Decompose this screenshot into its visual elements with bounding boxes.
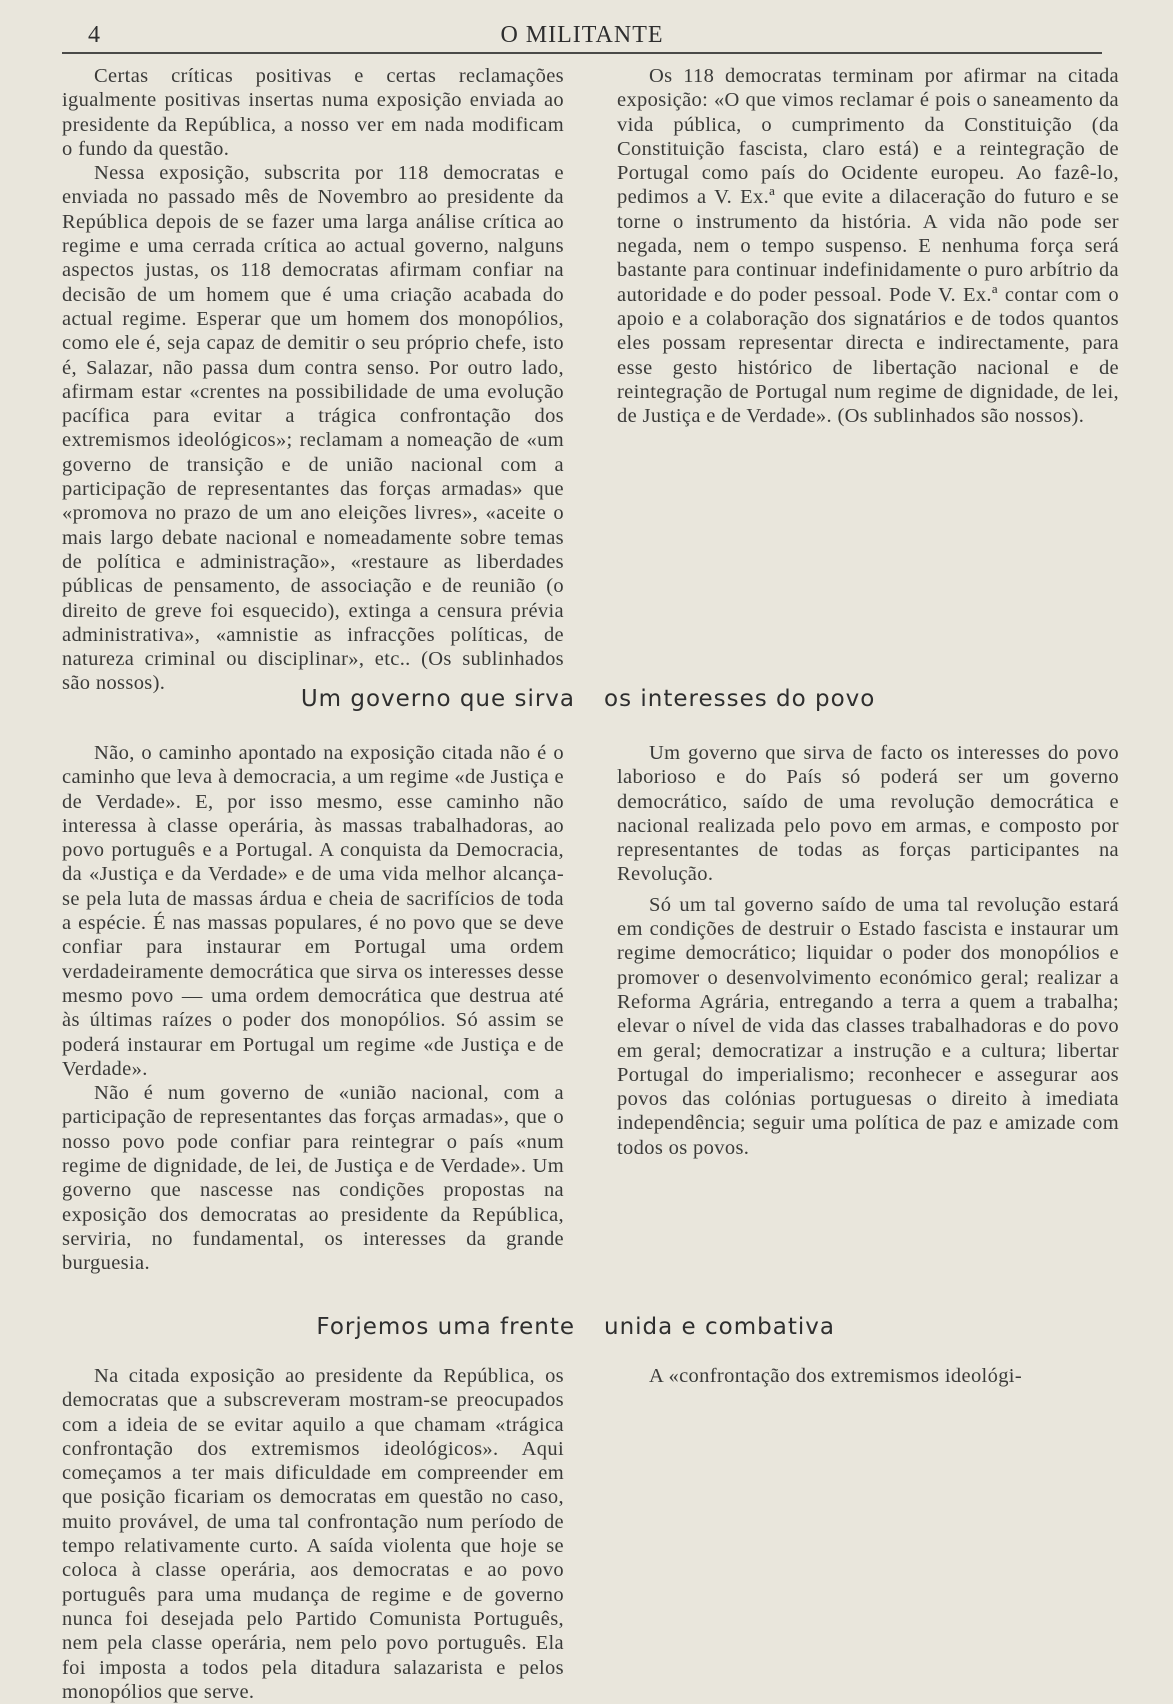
paragraph: Os 118 democratas terminam por afirmar na citada exposição: «O que vimos reclamar é pois o saneamento da vida pública, o cumprimento da Constituição (da Constituição fascista, claro está) e a reintegração de Portugal como país do Ocidente europeu. Ao fazê-lo, pedimos a V. Ex.ª que evite a dilaceração do futuro e se torne o instrumento da história. A vida não pode ser negada, nem o tempo suspenso. E nenhuma força será bastante para continuar indefinidamente o puro arbítrio da autoridade e do poder pessoal. Pode V. Ex.ª contar com o apoio e a colaboração dos signatários e de todos quantos eles possam representar directa e indirectamente, para esse gesto histórico de libertação nacional e de reintegração de Portugal num regime de dignidade, de lei, de Justiça e de Verdade». (Os sublinhados são nossos). — [617, 65, 1119, 428]
section-frente — [62, 1364, 1119, 1704]
section-heading — [0, 1314, 1173, 1348]
column-right — [617, 64, 1119, 696]
column-left — [62, 1364, 564, 1704]
column-left — [62, 741, 564, 1276]
column-right — [617, 741, 1119, 1276]
column-right — [617, 1364, 1119, 1704]
section-heading — [0, 686, 1173, 720]
paragraph: Certas críticas positivas e certas reclamações igualmente positivas insertas numa exposição enviada ao presidente da República, a nosso ver em nada modificam o fundo da questão. — [62, 65, 564, 160]
paragraph: Um governo que sirva de facto os interesses do povo laborioso e do País só poderá ser um governo democrático, saído de uma revolução democrática e nacional realizada pelo povo em armas, e composto por representantes de todas as forças participantes na Revolução. — [617, 742, 1119, 886]
section-intro — [62, 64, 1119, 696]
column-left — [62, 64, 564, 696]
paragraph: Não é num governo de «união nacional, com a participação de representantes das forças armadas», que o nosso povo pode confiar para reintegrar o país «num regime de dignidade, de lei, de Justiça e de Verdade». Um governo que nascesse nas condições propostas na exposição dos democratas ao presidente da República, serviria, no fundamental, os interesses da grande burguesia. — [62, 1082, 564, 1275]
page-header — [62, 18, 1102, 52]
header-rule — [62, 52, 1102, 54]
section-heading-right: unida e combativa — [604, 1314, 835, 1340]
paragraph: Nessa exposição, subscrita por 118 democratas e enviada no passado mês de Novembro ao presidente da República depois de se fazer uma larga análise crítica ao regime e uma cerrada crítica ao actual governo, nalguns aspectos justas, os 118 democratas afirmam confiar na decisão de um homem que é uma criação acabada do actual regime. Esperar que um homem dos monopólios, como ele é, seja capaz de demitir o seu próprio chefe, isto é, Salazar, não passa dum contra senso. Por outro lado, afirmam estar «crentes na possibilidade de uma evolução pacífica para evitar a trágica confrontação dos extremismos ideológicos»; reclamam a nomeação de «um governo de transição e de união nacional com a participação de representantes das forças armadas» que «promova no prazo de um ano eleições livres», «aceite o mais largo debate nacional e nomeadamente sobre temas de política e administração», «restaure as liberdades públicas de pensamento, de associação e de reunião (o direito de greve foi esquecido), extinga a censura prévia administrativa», «amnistie as infracções políticas, de natureza criminal ou disciplinar», etc.. (Os sublinhados são nossos). — [62, 162, 564, 695]
section-heading-left: Forjemos uma frente — [316, 1314, 575, 1340]
section-heading-right: os interesses do povo — [604, 686, 876, 712]
paragraph: Na citada exposição ao presidente da República, os democratas que a subscreveram mostram-se preocupados com a ideia de se evitar aquilo a que chamam «trágica confrontação dos extremismos ideológicos». Aqui começamos a ter mais dificuldade em compreender em que posição ficariam os democratas em questão no caso, muito provável, de uma tal confrontação num período de tempo relativamente curto. A saída violenta que hoje se coloca à classe operária, aos democratas e ao povo português para uma mudança de regime e de governo nunca foi desejada pelo Partido Comunista Português, nem pela classe operária, nem pelo povo português. Ela foi imposta a todos pela ditadura salazarista e pelos monopólios que serve. — [62, 1365, 564, 1703]
paragraph: A «confrontação dos extremismos ideológi- — [649, 1365, 1023, 1387]
section-heading-left: Um governo que sirva — [300, 686, 575, 712]
journal-title: O MILITANTE — [500, 22, 664, 48]
paragraph: Só um tal governo saído de uma tal revolução estará em condições de destruir o Estado fascista e instaurar um regime democrático; liquidar o poder dos monopólios e promover o desenvolvimento económico geral; realizar a Reforma Agrária, entregando a terra a quem a trabalha; elevar o nível de vida das classes trabalhadoras e do povo em geral; democratizar a instrução e a cultura; libertar Portugal do imperialismo; reconhecer e assegurar aos povos das colónias portuguesas o direito à imediata independência; seguir uma política de paz e amizade com todos os povos. — [617, 893, 1119, 1159]
paragraph: Não, o caminho apontado na exposição citada não é o caminho que leva à democracia, a um regime «de Justiça e de Verdade». E, por isso mesmo, esse caminho não interessa à classe operária, às massas trabalhadoras, ao povo português e a Portugal. A conquista da Democracia, da «Justiça e da Verdade» e de uma vida melhor alcança-se pela luta de massas árdua e cheia de sacrifícios de toda a espécie. É nas massas populares, é no povo que se deve confiar para instaurar em Portugal uma ordem verdadeiramente democrática que sirva os interesses desse mesmo povo — uma ordem democrática que destrua até às últimas raízes o poder dos monopólios. Só assim se poderá instaurar em Portugal um regime «de Justiça e de Verdade». — [62, 742, 564, 1080]
section-governo — [62, 741, 1119, 1276]
page-number: 4 — [88, 22, 100, 48]
